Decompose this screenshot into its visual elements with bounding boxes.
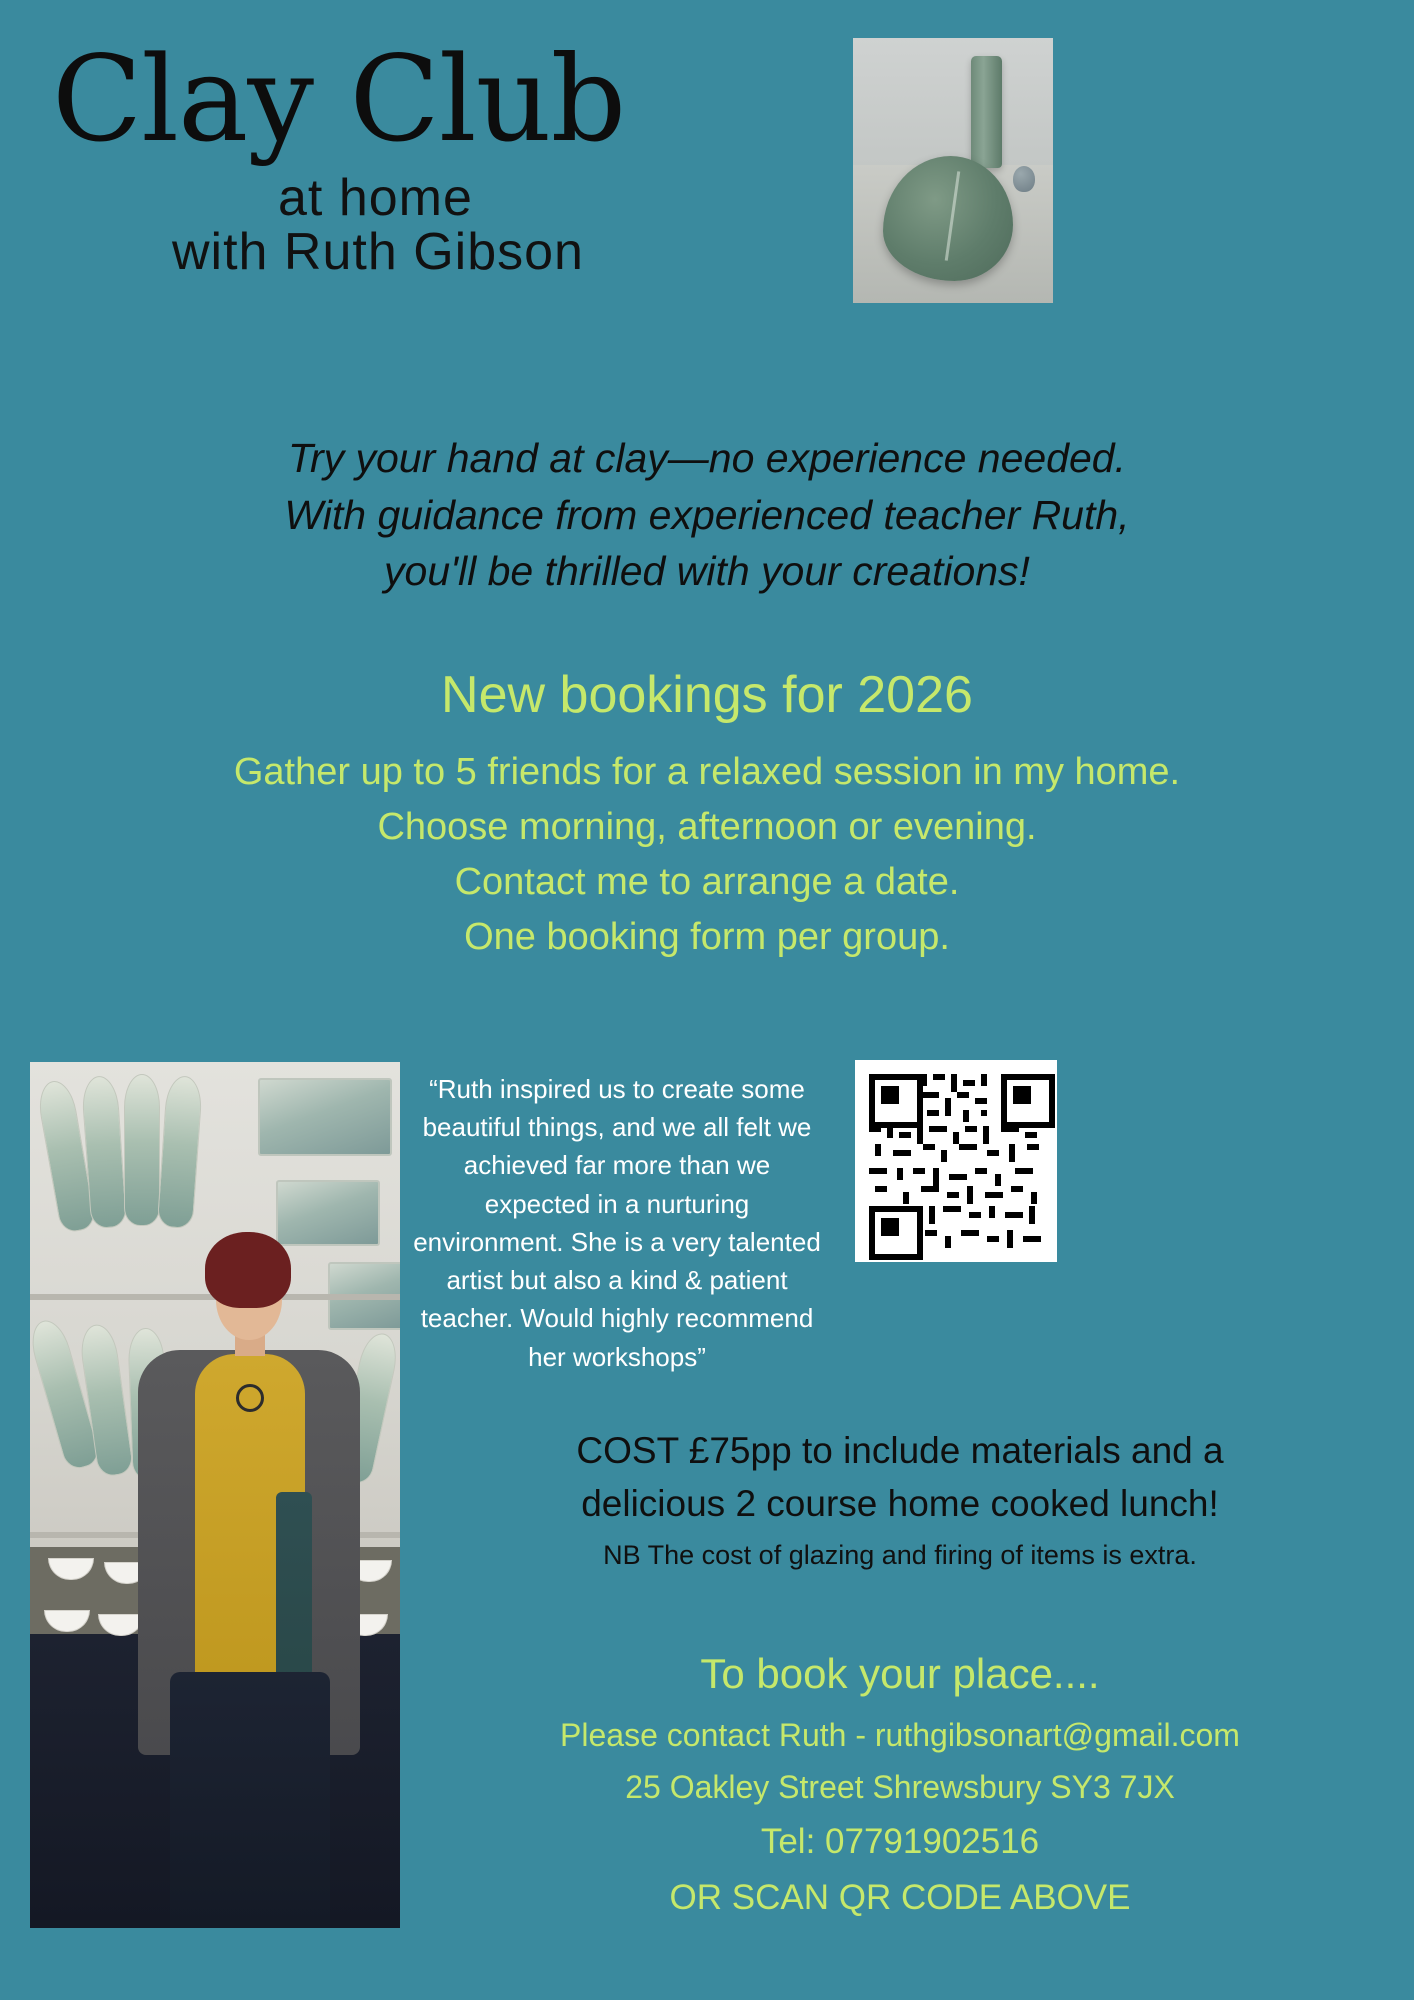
booking-contact-block	[420, 1710, 1380, 1927]
ceramic-bowl	[48, 1558, 94, 1580]
bookings-line-4: One booking form per group.	[464, 916, 950, 959]
ruth-pendant	[236, 1384, 264, 1412]
bookings-line-1: Gather up to 5 friends for a relaxed session in my home.	[233, 751, 1181, 793]
ceramic-bead-object	[1013, 166, 1035, 192]
wall-feather-piece	[124, 1074, 160, 1226]
bookings-heading: New bookings for 2026	[441, 666, 973, 724]
wall-landscape-tile	[258, 1078, 392, 1156]
bookings-line-3: Contact me to arrange a date.	[454, 861, 960, 904]
ruth-hair	[205, 1232, 291, 1308]
subtitle-at-home: at home	[278, 169, 473, 227]
ceramic-photo	[853, 38, 1053, 303]
contact-email-line[interactable]: Please contact Ruth - ruthgibsonart@gmail.com	[560, 1717, 1240, 1753]
qr-instruction-line: OR SCAN QR CODE ABOVE	[669, 1878, 1131, 1918]
page-title: Clay Club	[52, 30, 626, 168]
qr-finder-icon	[1001, 1074, 1055, 1128]
cost-block	[420, 1425, 1380, 1530]
ruth-trousers	[170, 1672, 330, 1928]
contact-tel-line[interactable]: Tel: 07791902516	[760, 1821, 1040, 1861]
intro-line-3: you'll be thrilled with your creations!	[384, 548, 1030, 595]
cost-line-2: delicious 2 course home cooked lunch!	[581, 1482, 1219, 1524]
ceramic-bowl	[44, 1610, 90, 1632]
booking-qr-code[interactable]	[855, 1060, 1057, 1262]
testimonial-text: “Ruth inspired us to create some beautiful things, and we all felt we achieved far more than we expected in a nurturing environment. She is a very talented artist but also a kind & patient teacher. Would highly recommend her workshops”	[413, 1074, 821, 1372]
intro-line-1: Try your hand at clay—no experience needed.	[288, 435, 1126, 481]
ruth-photo	[30, 1062, 400, 1928]
qr-modules	[869, 1074, 1043, 1248]
wall-landscape-tile	[276, 1180, 380, 1246]
booking-heading: To book your place....	[700, 1650, 1100, 1697]
bookings-line-2: Choose morning, afternoon or evening.	[377, 806, 1037, 849]
intro-text	[0, 430, 1414, 600]
qr-finder-icon	[869, 1206, 923, 1260]
bookings-details	[0, 745, 1414, 965]
photo-wall-area	[853, 38, 1053, 165]
qr-finder-icon	[869, 1074, 923, 1128]
contact-address-line: 25 Oakley Street Shrewsbury SY3 7JX	[625, 1768, 1175, 1805]
ceramic-tube-object	[971, 56, 1002, 168]
cost-line-1: COST £75pp to include materials and a	[576, 1430, 1224, 1471]
poster-header	[0, 0, 1414, 400]
subtitle-with-ruth-gibson: with Ruth Gibson	[172, 223, 584, 281]
cost-note: NB The cost of glazing and firing of items is extra.	[603, 1540, 1197, 1570]
intro-line-2: With guidance from experienced teacher Ruth,	[284, 491, 1130, 538]
